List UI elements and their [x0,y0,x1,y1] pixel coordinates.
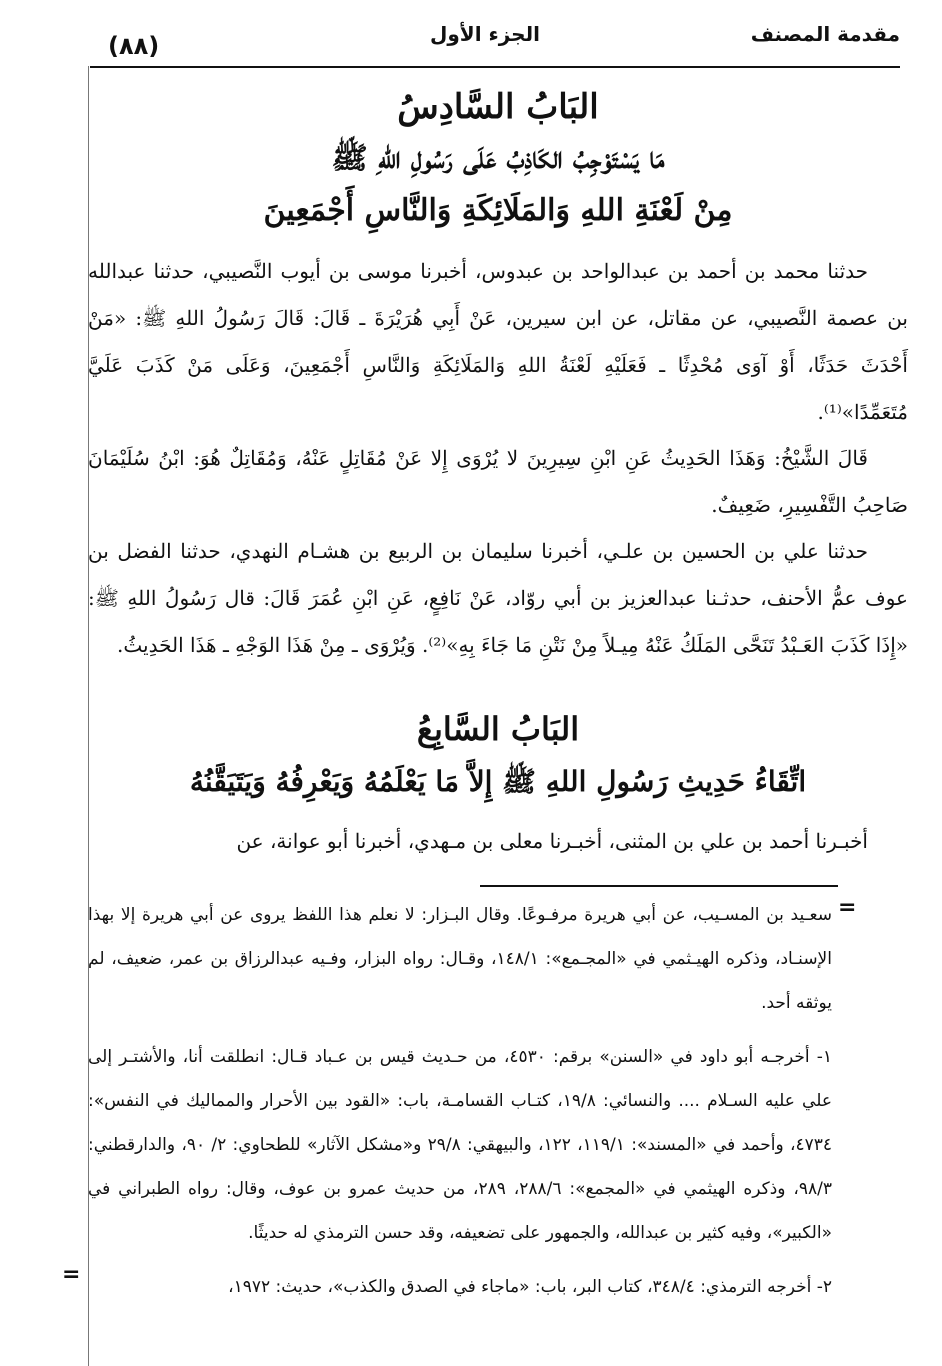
commentary-paragraph: قَالَ الشَّيْخُ: وَهَذَا الحَدِيثُ عَنِ ابْنِ سِيرِينَ لا يُرْوَى إِلا عَنْ مُقَاتِلٍ عَنْهُ، وَمُقَاتِلٌ هُوَ: ابْنُ سُلَيْمَانَ صَاحِبُ التَّفْسِيرِ، ضَعِيفٌ. [88,446,908,517]
hadith-paragraph-1: حدثنا محمد بن أحمد بن عبدالواحد بن عبدوس، أخبرنا موسى بن أيوب النَّصيبي، حدثنا عبدالله بن عصمة النَّصيبي، عن مقاتل، عن ابن سيرين، عَنْ أَبِي هُرَيْرَةَ ـ قَالَ: قَالَ رَسُولُ اللهِ ﷺ: «مَنْ أَحْدَثَ حَدَثًا، أَوْ آوَى مُحْدِثًا ـ فَعَلَيْهِ لَعْنَةُ اللهِ وَالمَلَائِكَةِ وَالنَّاسِ أَجْمَعِينَ، وَعَلَى مَنْ كَذَبَ عَلَيَّ مُتَعَمِّدًا»⁽¹⁾. [88,259,908,424]
footnote-2-continuation-mark: = [62,1262,81,1287]
footnote-continuation: سعـيد بن المسـيب، عن أبي هريرة مرفـوعًا. وقال البـزار: لا نعلم هذا اللفظ يروى عن أبي هريرة إلا بهذا الإسنـاد، وذكره الهيـثمي في «المجـمع»: ١٤٨/١، وقـال: رواه البزار، وفـيه عبدالرزاق بن عمر، ضعيف، لم يوثقه أحد. [88,905,832,1013]
chapter-7-paragraph: أخبـرنا أحمد بن علي بن المثنى، أخبـرنا معلى بن مـهدي، أخبرنا أبو عوانة، عن [236,829,868,853]
footnote-gap [88,1025,832,1035]
footnote-separator [480,885,838,887]
chapter-6-subtitle-line2: مِنْ لَعْنَةِ اللهِ وَالمَلَائِكَةِ وَالنَّاسِ أَجْمَعِينَ [263,193,733,228]
chapter-7-subtitle: اتِّقَاءُ حَدِيثِ رَسُولِ اللهِ ﷺ إِلاَّ مَا يَعْلَمُهُ وَيَعْرِفُهُ وَيَتَيَقَّنُهُ [189,765,807,798]
chapter-6-subtitle-line1: مَا يَسْتَوْجِبُ الكَاذِبُ عَلَى رَسُولِ اللهِ ﷺ [331,141,665,176]
footnote-continuation-mark: = [838,895,857,920]
header-volume: الجزء الأول [430,22,540,46]
chapter-7-heading: البَابُ السَّابِعُ [416,710,580,748]
footnote-gap [88,1255,832,1265]
chapter-6-heading: البَابُ السَّادِسُ [397,87,599,127]
footnote-2: ٢- أخرجه الترمذي: ٣٤٨/٤، كتاب البر، باب: «ماجاء في الصدق والكذب»، حديث: ١٩٧٢، [228,1277,832,1297]
footnotes-block [88,893,832,1309]
page-number: (٨٨) [108,32,160,60]
header-section-title: مقدمة المصنف [750,22,900,46]
running-header [0,0,942,70]
hadith-paragraph-2: حدثنا علي بن الحسين بن علـي، أخبرنا سليمان بن الربيع بن هشـام النهدي، حدثنا الفضل بن عوف عمُّ الأحنف، حدثـنا عبدالعزيز بن أبي روّاد، عَنْ نَافِعٍ، عَنِ ابْنِ عُمَرَ قَالَ: قال رَسُولُ اللهِ ﷺ: «إِذَا كَذَبَ العَـبْدُ تَنَحَّى المَلَكُ عَنْهُ مِيـلاً مِنْ نَتْنِ مَا جَاءَ بِهِ»⁽²⁾. وَيُرْوَى ـ مِنْ هَذَا الوَجْهِ ـ هَذَا الحَدِيثُ. [88,539,908,657]
footnote-1: ١- أخرجـه أبو داود في «السنن» برقم: ٤٥٣٠، من حـديث قيس بن عـباد قـال: انطلقت أنا، والأشتـر إلى علي عليه السـلام .... والنسائي: ١٩/٨، كتـاب القسامـة، باب: «القود بين الأحرار والمماليك في النفس»: ٤٧٣٤، وأحمد في «المسند»: ١١٩/١، ١٢٢، والبيهقي: ٢٩/٨ و«مشكل الآثار» للطحاوي: ٢/ ٩٠، والدارقطني: ٩٨/٣، وذكره الهيثمي في «المجمع»: ٢٨٨/٦، ٢٨٩، من حديث عمرو بن عوف، وقال: رواه الطبراني في «الكبير»، وفيه كثير بن عبدالله، والجمهور على تضعيفه، وقد حسن الترمذي له حديثًا. [88,1047,833,1243]
header-rule [90,66,900,68]
